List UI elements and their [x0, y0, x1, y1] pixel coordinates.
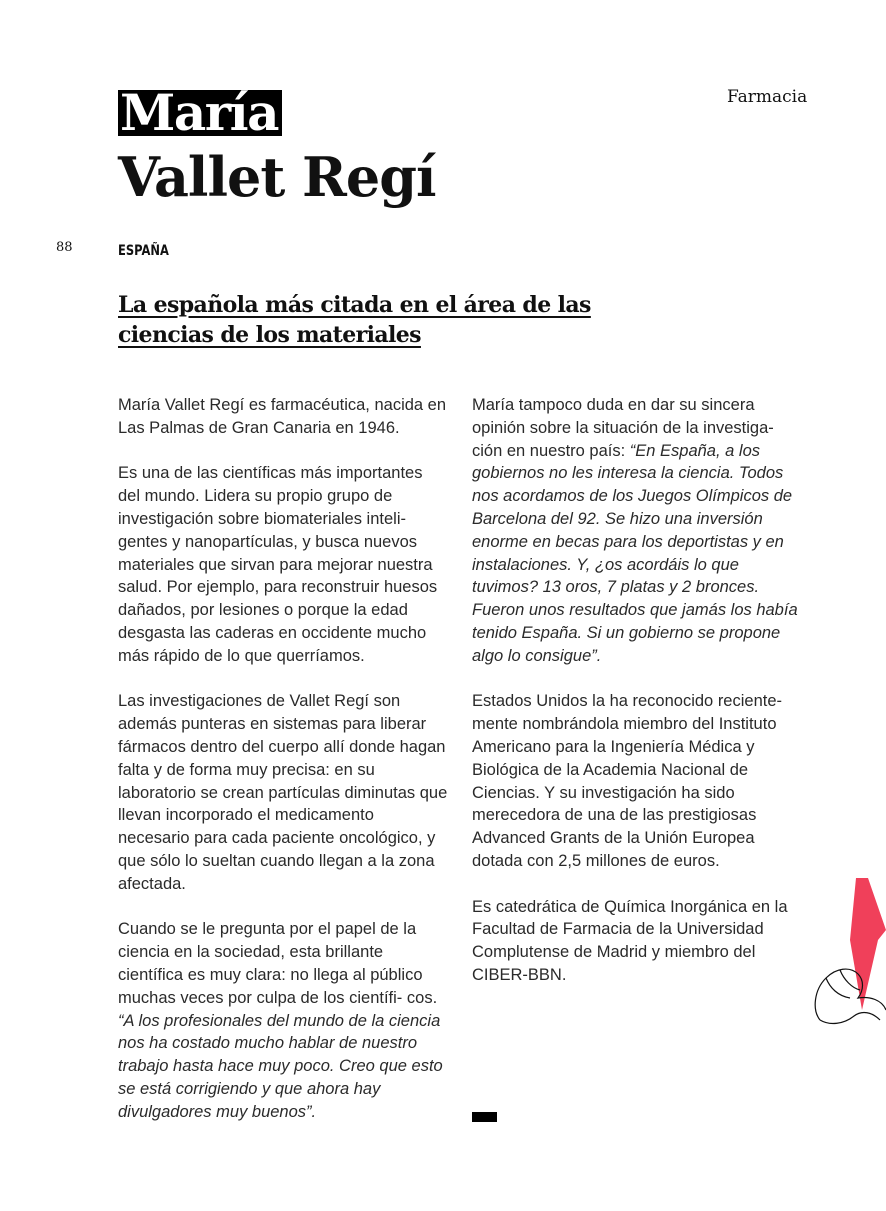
title-last-name: Vallet Regí [118, 145, 436, 209]
red-pencil-shape [850, 878, 886, 1010]
article-subtitle: La española más citada en el área de las ciencias de los materiales [118, 292, 591, 348]
end-of-article-mark [472, 1112, 497, 1122]
hand-outline [815, 969, 886, 1023]
quote-text: “A los profesionales del mundo de la ciencia nos ha costado mucho hablar de nuestro trabajo hasta hace muy poco. Creo que esto se está corrigiendo y que ahora hay divulgadores muy buenos”. [118, 1011, 443, 1121]
paragraph: Es catedrática de Química Inorgánica en la Facultad de Farmacia de la Universidad Complutense de Madrid y miembro del CIBER-BBN. [472, 897, 788, 984]
title-first-name: María [118, 90, 282, 136]
paragraph [118, 918, 448, 1123]
paragraph: Estados Unidos la ha reconocido reciente- mente nombrándola miembro del Instituto Americano para la Ingeniería Médica y Biológica de la Academia Nacional de Ciencias. Y su investigación ha sido merecedora de una de las prestigiosas Advanced Grants de la Unión Europea dotada con 2,5 millones de euros. [472, 692, 783, 870]
paragraph: María Vallet Regí es farmacéutica, nacida en Las Palmas de Gran Canaria en 1946. [118, 396, 447, 437]
left-column [118, 394, 448, 1146]
section-category: Farmacia [727, 87, 808, 107]
country-label: ESPAÑA [118, 243, 169, 259]
paragraph: Las investigaciones de Vallet Regí son además punteras en sistemas para liberar fármacos dentro del cuerpo allí donde hagan falta y de forma muy precisa: en su laboratorio se crean partículas diminutas que llevan incorporado el medicamento necesario para cada paciente oncológico, y que sólo lo sueltan cuando llegan a la zona afectada. [118, 692, 448, 893]
paragraph: Es una de las científicas más importantes del mundo. Lidera su propio grupo de investigación sobre biomateriales inteli- gentes y nanopartículas, y busca nuevos materiales que sirvan para mejorar nuestra salud. Por ejemplo, para reconstruir huesos dañados, por lesiones o porque la edad desgasta las caderas en occidente mucho más rápido de lo que querríamos. [118, 464, 438, 665]
page-number: 88 [56, 240, 73, 255]
paragraph-text: Cuando se le pregunta por el papel de la ciencia en la sociedad, esta brillante científica es muy clara: no llega al público muchas veces por culpa de los científi- cos. [118, 920, 438, 1007]
hand-illustration [810, 870, 886, 1050]
paragraph [472, 394, 802, 668]
paragraph-text: María tampoco duda en dar su sincera opinión sobre la situación de la investiga- ción en nuestro país: [472, 396, 774, 460]
quote-text: “En España, a los gobiernos no les interesa la ciencia. Todos nos acordamos de los Juegos Olímpicos de Barcelona del 92. Se hizo una inversión enorme en becas para los deportistas y en instalaciones. Y, ¿os acordáis lo que tuvimos? 13 oros, 7 platas y 2 bronces. Fueron unos resultados que jamás los había tenido España. Si un gobierno se propone algo lo consigue”. [472, 441, 798, 665]
right-column [472, 394, 802, 1010]
